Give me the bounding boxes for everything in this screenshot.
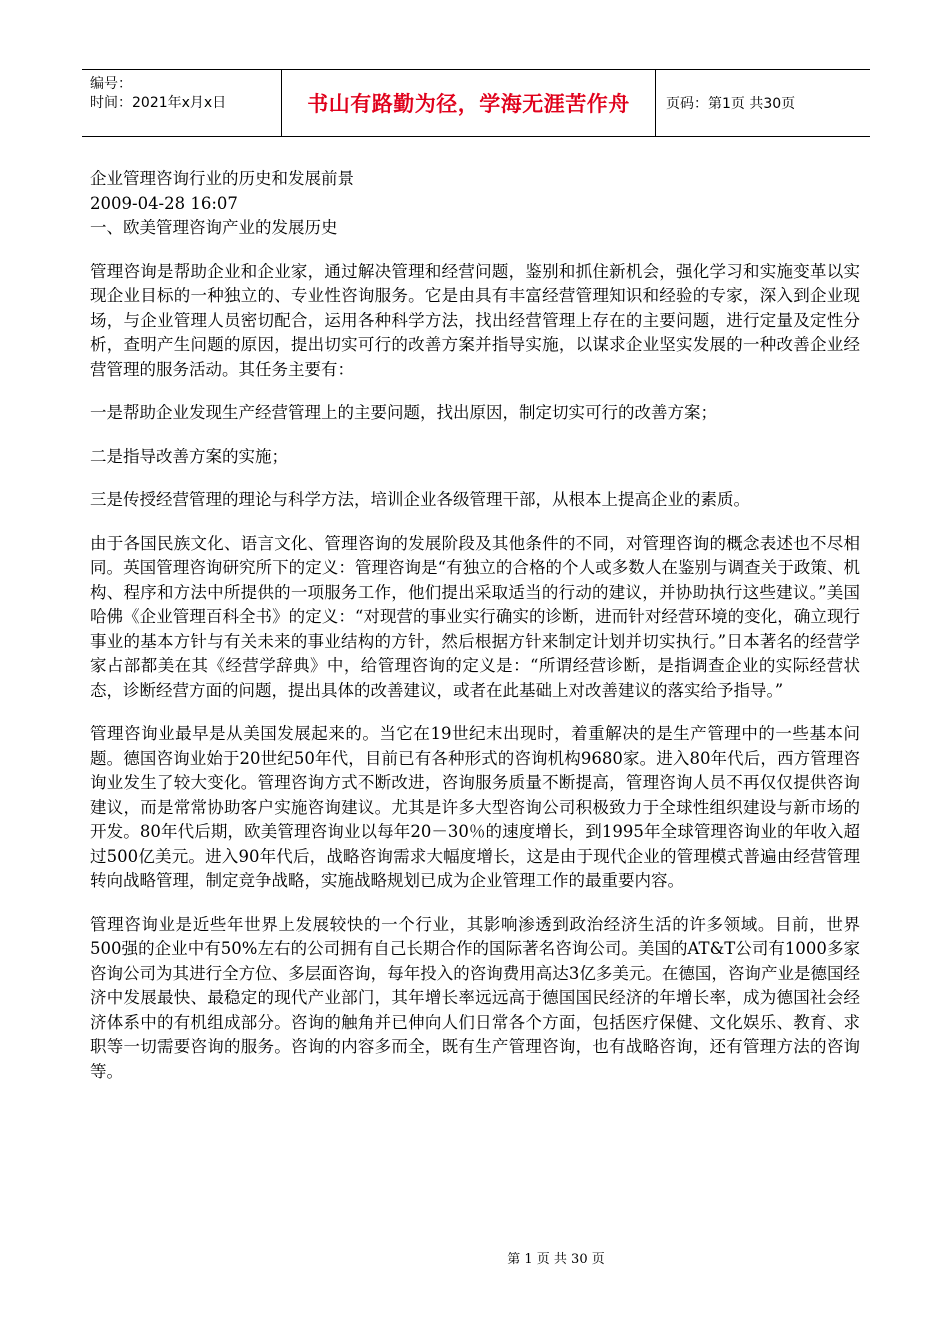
header-page-info: 页码：第1页 共30页	[666, 96, 796, 112]
section-heading: 一、欧美管理咨询产业的发展历史	[90, 218, 338, 237]
paragraph-task-3: 三是传授经营管理的理论与科学方法，培训企业各级管理干部，从根本上提高企业的素质。	[90, 490, 750, 509]
article-body	[90, 167, 860, 1084]
paragraph-task-1: 一是帮助企业发现生产经营管理上的主要问题，找出原因，制定切实可行的改善方案；	[90, 403, 717, 422]
page-footer	[0, 1248, 950, 1267]
paragraph-history: 管理咨询业最早是从美国发展起来的。当它在19世纪末出现时，着重解决的是生产管理中的一些基本问题。德国咨询业始于20世纪50年代，目前已有各种形式的咨询机构9680家。进入80年代后，西方管理咨询业发生了较大变化。管理咨询方式不断改进，咨询服务质量不断提高，管理咨询人员不再仅仅提供咨询建议，而是常常协助客户实施咨询建议。尤其是许多大型咨询公司积极致力于全球性组织建设与新市场的开发。80年代后期，欧美管理咨询业以每年20－30％的速度增长，到1995年全球管理咨询业的年收入超过500亿美元。进入90年代后，战略咨询需求大幅度增长，这是由于现代企业的管理模式普遍由经营管理转向战略管理，制定竞争战略，实施战略规划已成为企业管理工作的最重要内容。	[90, 724, 860, 890]
article-datetime: 2009-04-28 16:07	[90, 193, 238, 213]
paragraph-definitions: 由于各国民族文化、语言文化、管理咨询的发展阶段及其他条件的不同，对管理咨询的概念表述也不尽相同。英国管理咨询研究所下的定义：管理咨询是“有独立的合格的个人或多数人在鉴别与调查关于政策、机构、程序和方法中所提供的一项服务工作，他们提出采取适当的行动的建议，并协助执行这些建议。”美国哈佛《企业管理百科全书》的定义：“对现营的事业实行确实的诊断，进而针对经营环境的变化，确立现行事业的基本方针与有关未来的事业结构的方针，然后根据方针来制定计划并切实执行。”日本著名的经营学家占部都美在其《经营学辞典》中，给管理咨询的定义是：“所谓经营诊断，是指调查企业的实际经营状态，诊断经营方面的问题，提出具体的改善建议，或者在此基础上对改善建议的落实给予指导。”	[90, 533, 860, 700]
paragraph-task-2: 二是指导改善方案的实施；	[90, 446, 288, 466]
page-header	[82, 69, 870, 137]
header-time-label: 时间：2021年x月x日	[90, 95, 227, 111]
paragraph-industry: 管理咨询业是近些年世界上发展较快的一个行业，其影响渗透到政治经济生活的许多领域。目前，世界500强的企业中有50%左右的公司拥有自己长期合作的国际著名咨询公司。美国的AT&T公司有1000多家咨询公司为其进行全方位、多层面咨询，每年投入的咨询费用高达3亿多美元。在德国，咨询产业是德国经济中发展最快、最稳定的现代产业部门，其年增长率远远高于德国国民经济的年增长率，成为德国社会经济体系中的有机组成部分。咨询的触角并已伸向人们日常各个方面，包括医疗保健、文化娱乐、教育、求职等一切需要咨询的服务。咨询的内容多而全，既有生产管理咨询，也有战略咨询，还有管理方法的咨询等。	[90, 914, 860, 1081]
header-motto: 书山有路勤为径，学海无涯苦作舟	[282, 70, 656, 136]
header-meta	[82, 70, 282, 136]
paragraph-intro: 管理咨询是帮助企业和企业家，通过解决管理和经营问题，鉴别和抓住新机会，强化学习和实施变革以实现企业目标的一种独立的、专业性咨询服务。它是由具有丰富经营管理知识和经验的专家，深入到企业现场，与企业管理人员密切配合，运用各种科学方法，找出经营管理上存在的主要问题，进行定量及定性分析，查明产生问题的原因，提出切实可行的改善方案并指导实施，以谋求企业坚实发展的一种改善企业经营管理的服务活动。其任务主要有：	[90, 261, 860, 379]
article-title: 企业管理咨询行业的历史和发展前景	[90, 169, 354, 188]
footer-page-number: 第 1 页 共 30 页	[507, 1252, 605, 1267]
header-number-label: 编号：	[90, 76, 132, 92]
